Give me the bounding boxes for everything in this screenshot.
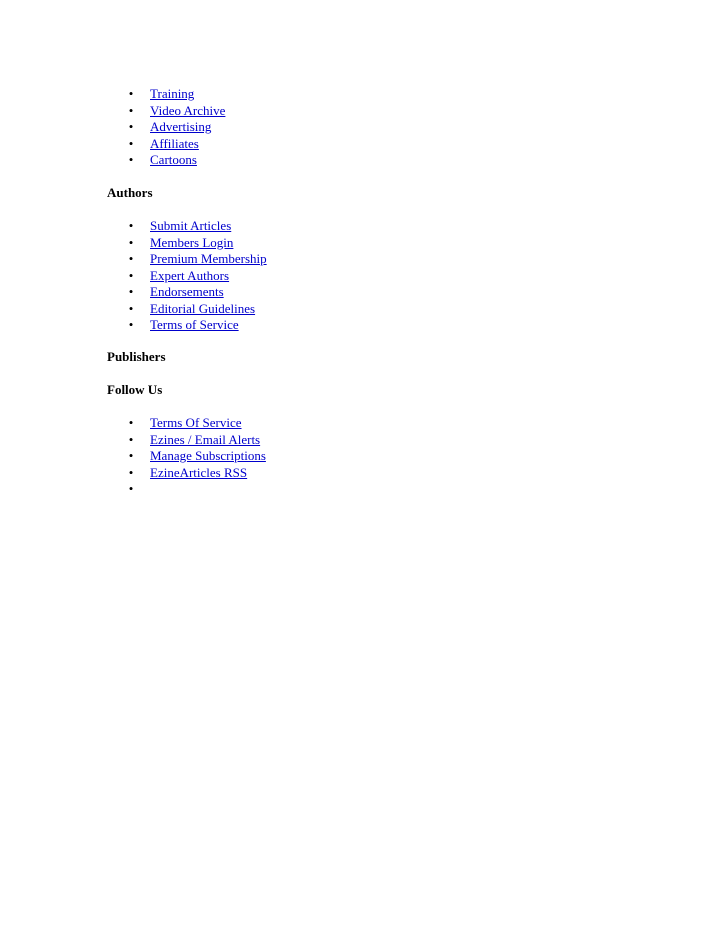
link-submit-articles[interactable]: Submit Articles (150, 218, 232, 233)
link-cartoons[interactable]: Cartoons (150, 152, 197, 167)
link-endorsements[interactable]: Endorsements (150, 284, 224, 299)
bullet: • (128, 234, 134, 250)
bullet: • (128, 119, 134, 134)
bullet: • (128, 284, 134, 299)
bullet: • (128, 481, 134, 496)
link-premium-membership[interactable]: Premium Membership (150, 251, 267, 266)
section-heading-authors: Authors (107, 185, 153, 200)
bullet: • (128, 415, 134, 430)
bullet: • (128, 317, 134, 332)
bullet: • (128, 102, 134, 118)
link-terms-of-service-follow[interactable]: Terms Of Service (150, 415, 242, 430)
link-terms-of-service[interactable]: Terms of Service (150, 317, 239, 332)
link-editorial-guidelines[interactable]: Editorial Guidelines (150, 300, 256, 316)
bullet: • (128, 152, 134, 167)
link-advertising[interactable]: Advertising (150, 119, 212, 134)
bullet: • (128, 431, 134, 447)
bullet: • (128, 86, 134, 101)
bullet: • (128, 218, 134, 233)
link-ezines-email-alerts[interactable]: Ezines / Email Alerts (150, 431, 261, 447)
bullet: • (128, 267, 134, 283)
section-heading-follow-us: Follow Us (107, 382, 163, 397)
link-training[interactable]: Training (150, 86, 195, 101)
link-manage-subscriptions[interactable]: Manage Subscriptions (150, 448, 266, 463)
link-ezinearticles-rss[interactable]: EzineArticles RSS (150, 464, 248, 480)
bullet: • (128, 251, 134, 266)
bullet: • (128, 135, 134, 151)
link-expert-authors[interactable]: Expert Authors (150, 267, 230, 283)
link-members-login[interactable]: Members Login (150, 234, 234, 250)
bullet: • (128, 448, 134, 463)
link-video-archive[interactable]: Video Archive (150, 102, 226, 118)
bullet: • (128, 300, 134, 316)
bullet: • (128, 464, 134, 480)
link-affiliates[interactable]: Affiliates (150, 135, 199, 151)
section-heading-publishers: Publishers (107, 349, 166, 364)
